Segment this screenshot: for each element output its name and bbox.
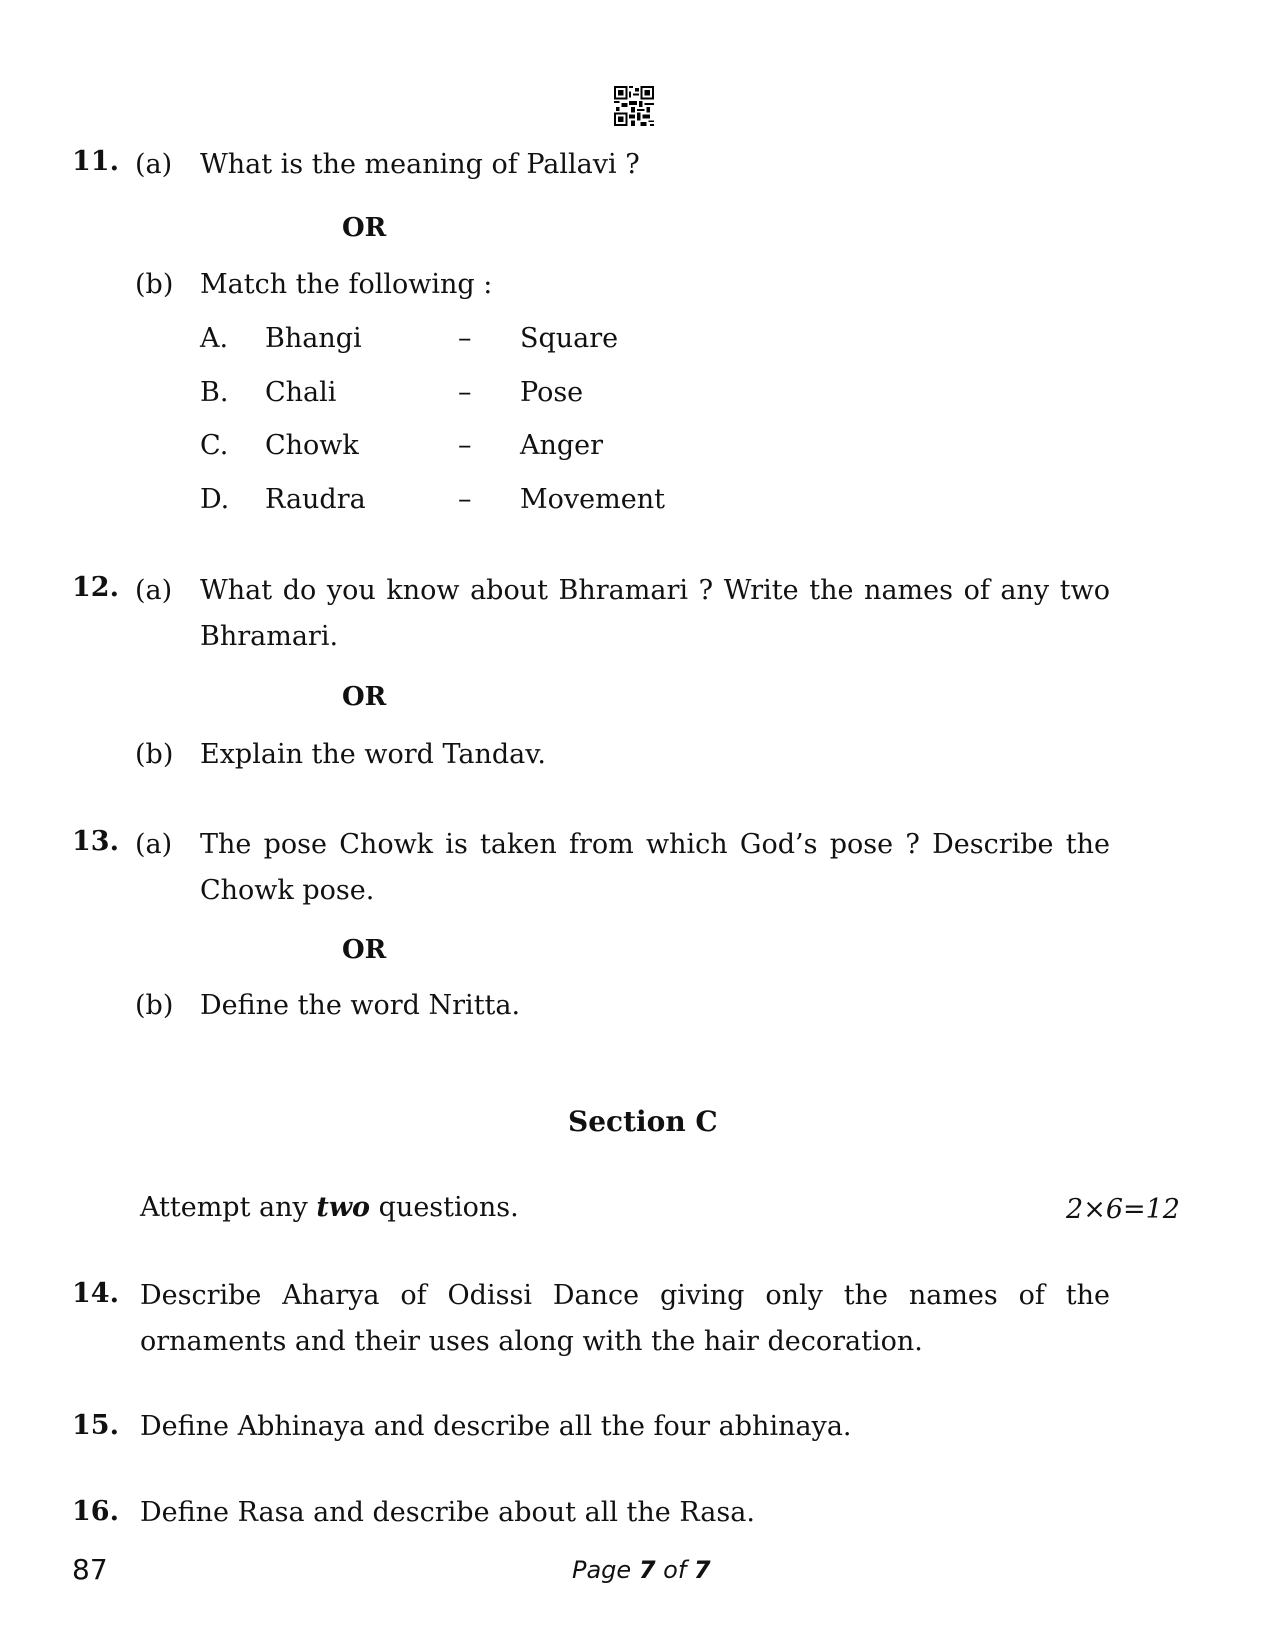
section-instruction [140, 1185, 519, 1231]
qr-code-icon [614, 86, 654, 126]
match-label: B. [200, 377, 229, 408]
paper-code: 87 [72, 1553, 108, 1586]
section-title: Section C [568, 1105, 718, 1138]
match-left: Chowk [265, 430, 359, 461]
instruction-text: Attempt any [140, 1192, 317, 1223]
match-dash: – [458, 484, 472, 515]
question-text: The pose Chowk is taken from which God’s pose ? Describe the Chowk pose. [200, 829, 1110, 906]
question-text: What do you know about Bhramari ? Write the names of any two Bhramari. [200, 575, 1110, 652]
question-text: Describe Aharya of Odissi Dance giving only the names of the ornaments and their uses along with the hair decoration. [140, 1280, 1110, 1357]
question-text: What is the meaning of Pallavi ? [200, 149, 640, 180]
option-label: (b) [135, 990, 174, 1021]
match-label: D. [200, 484, 230, 515]
question-number: 12. [72, 572, 119, 603]
instruction-text: questions. [370, 1192, 519, 1223]
question-text: Define Rasa and describe about all the Rasa. [140, 1497, 755, 1528]
match-right: Square [520, 323, 619, 354]
match-left: Raudra [265, 484, 366, 515]
option-label: (a) [135, 829, 173, 860]
page-number: 7 [638, 1556, 656, 1584]
page-total: 7 [693, 1556, 711, 1584]
marks-allocation: 2×6=12 [1066, 1194, 1180, 1225]
instruction-emphasis: two [316, 1192, 371, 1223]
page-indicator [572, 1556, 711, 1584]
match-label: A. [200, 323, 229, 354]
question-number: 16. [72, 1496, 119, 1527]
match-dash: – [458, 377, 472, 408]
question-text: Define Abhinaya and describe all the four abhinaya. [140, 1411, 852, 1442]
question-text: Explain the word Tandav. [200, 739, 546, 770]
option-label: (a) [135, 575, 173, 606]
match-left: Bhangi [265, 323, 362, 354]
match-dash: – [458, 430, 472, 461]
question-text: Match the following : [200, 269, 493, 300]
match-dash: – [458, 323, 472, 354]
match-right: Anger [520, 430, 604, 461]
question-number: 11. [72, 146, 119, 177]
of-word: of [655, 1556, 694, 1584]
question-number: 13. [72, 826, 119, 857]
question-number: 14. [72, 1278, 119, 1309]
or-divider: OR [342, 213, 387, 243]
match-left: Chali [265, 377, 337, 408]
option-label: (b) [135, 739, 174, 770]
or-divider: OR [342, 682, 387, 712]
match-right: Movement [520, 484, 665, 515]
question-text: Define the word Nritta. [200, 990, 521, 1021]
match-label: C. [200, 430, 229, 461]
question-number: 15. [72, 1410, 119, 1441]
or-divider: OR [342, 935, 387, 965]
match-right: Pose [520, 377, 584, 408]
option-label: (a) [135, 149, 173, 180]
page-word: Page [572, 1556, 639, 1584]
option-label: (b) [135, 269, 174, 300]
